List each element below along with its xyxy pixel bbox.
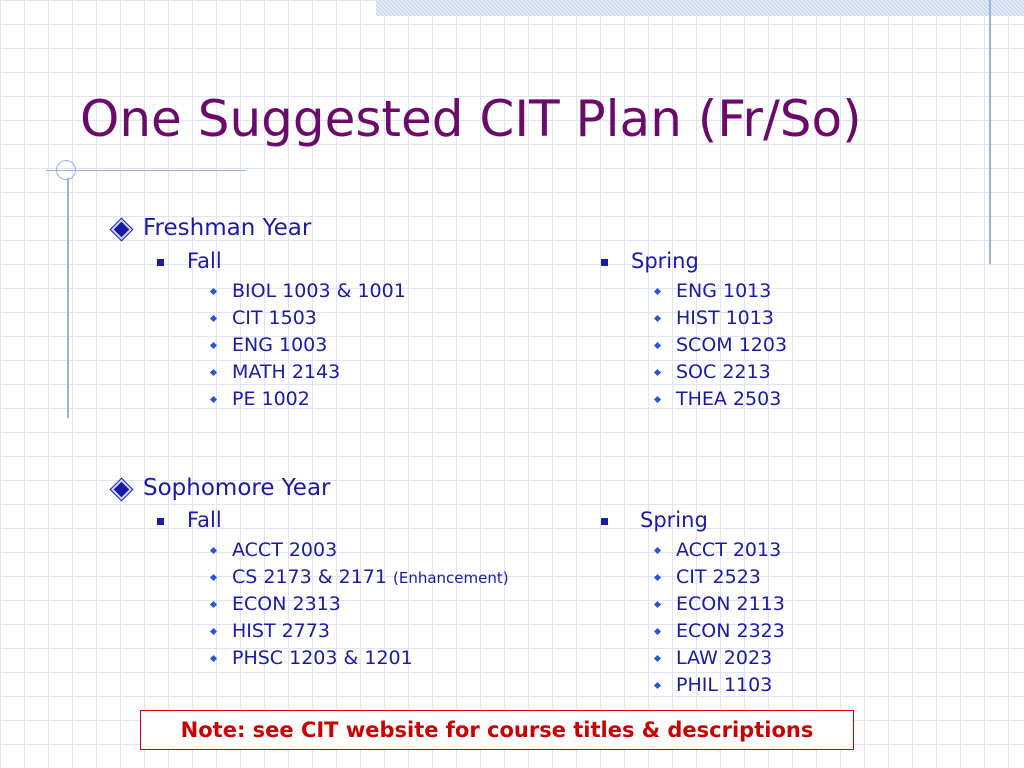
course-item: HIST 2773 (232, 618, 509, 645)
course-item: CIT 2523 (676, 564, 785, 591)
freshman-year-heading (143, 215, 311, 241)
square-bullet-icon (157, 518, 164, 525)
sophomore-fall-label: Fall (187, 508, 222, 532)
course-item: PHSC 1203 & 1201 (232, 645, 509, 672)
freshman-spring-heading (631, 249, 699, 273)
top-decorative-band (376, 0, 1024, 16)
course-item: ENG 1003 (232, 332, 406, 359)
freshman-spring-courses (676, 278, 787, 413)
sophomore-spring-courses (676, 537, 785, 699)
square-bullet-icon (601, 518, 608, 525)
left-decorative-line (67, 178, 69, 418)
course-item: ACCT 2013 (676, 537, 785, 564)
sophomore-spring-heading (640, 508, 708, 532)
diamond-bullet-icon (210, 315, 217, 322)
freshman-spring-label: Spring (631, 249, 699, 273)
note-box: Note: see CIT website for course titles & descriptions (140, 710, 854, 750)
enhancement-note: (Enhancement) (393, 569, 509, 587)
freshman-fall-heading (187, 249, 222, 273)
diamond-bullet-icon (654, 315, 661, 322)
diamond-bullet-icon (210, 574, 217, 581)
course-item: THEA 2503 (676, 386, 787, 413)
course-item: ACCT 2003 (232, 537, 509, 564)
diamond-bullet-icon (654, 601, 661, 608)
course-item: SCOM 1203 (676, 332, 787, 359)
course-item: CIT 1503 (232, 305, 406, 332)
sophomore-year-heading (143, 475, 331, 501)
course-item: ECON 2113 (676, 591, 785, 618)
course-item: ENG 1013 (676, 278, 787, 305)
diamond-bullet-icon (210, 396, 217, 403)
slide-title: One Suggested CIT Plan (Fr/So) (80, 90, 862, 148)
course-item: ECON 2323 (676, 618, 785, 645)
sophomore-fall-courses (232, 537, 509, 672)
diamond-bullet-icon (654, 628, 661, 635)
diamond-bullet-icon (654, 655, 661, 662)
diamond-bullet-icon (111, 219, 132, 240)
diamond-bullet-icon (210, 369, 217, 376)
diamond-bullet-icon (654, 547, 661, 554)
course-item: SOC 2213 (676, 359, 787, 386)
freshman-fall-label: Fall (187, 249, 222, 273)
course-item: MATH 2143 (232, 359, 406, 386)
diamond-bullet-icon (111, 479, 132, 500)
right-decorative-line (989, 0, 991, 264)
square-bullet-icon (157, 259, 164, 266)
course-item: BIOL 1003 & 1001 (232, 278, 406, 305)
diamond-bullet-icon (654, 342, 661, 349)
square-bullet-icon (601, 259, 608, 266)
diamond-bullet-icon (210, 628, 217, 635)
title-underline (46, 170, 246, 171)
diamond-bullet-icon (654, 369, 661, 376)
diamond-bullet-icon (210, 342, 217, 349)
sophomore-spring-label: Spring (640, 508, 708, 532)
crosshair-circle-icon (56, 160, 76, 180)
sophomore-fall-heading (187, 508, 222, 532)
diamond-bullet-icon (654, 574, 661, 581)
course-item: HIST 1013 (676, 305, 787, 332)
diamond-bullet-icon (654, 396, 661, 403)
diamond-bullet-icon (654, 288, 661, 295)
diamond-bullet-icon (210, 288, 217, 295)
freshman-fall-courses (232, 278, 406, 413)
freshman-year-label: Freshman Year (143, 215, 312, 241)
course-item: LAW 2023 (676, 645, 785, 672)
diamond-bullet-icon (210, 655, 217, 662)
sophomore-year-label: Sophomore Year (143, 475, 331, 501)
diamond-bullet-icon (654, 682, 661, 689)
diamond-bullet-icon (210, 601, 217, 608)
course-item: PHIL 1103 (676, 672, 785, 699)
course-item: CS 2173 & 2171 (Enhancement) (232, 564, 509, 591)
diamond-bullet-icon (210, 547, 217, 554)
course-item: PE 1002 (232, 386, 406, 413)
course-item: ECON 2313 (232, 591, 509, 618)
